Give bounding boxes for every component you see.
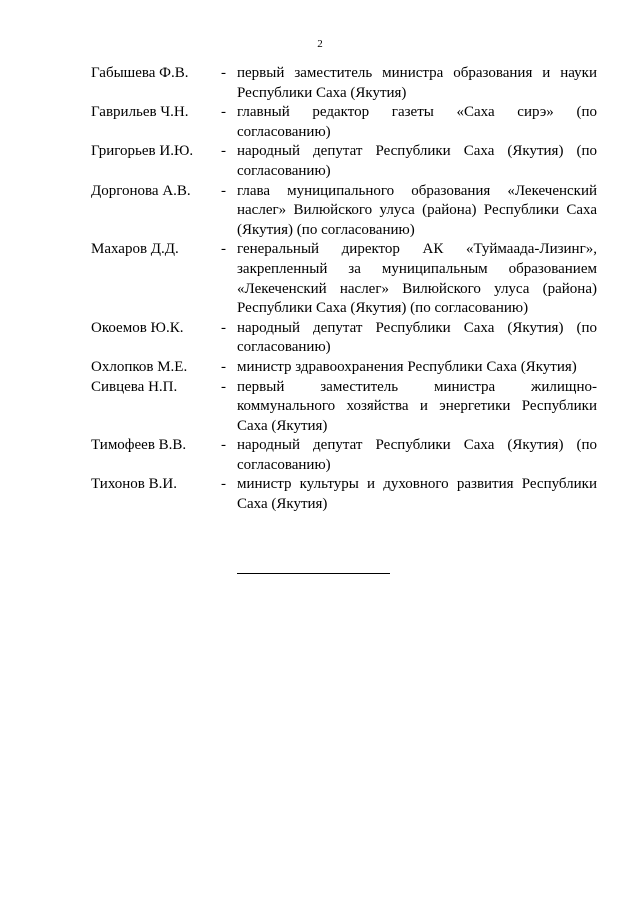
member-list	[91, 64, 597, 515]
dash-separator: -	[221, 143, 226, 160]
member-name: Охлопков М.Е.	[91, 358, 188, 375]
list-item	[91, 436, 597, 475]
member-role: первый заместитель министра образования и науки Республики Саха (Якутия)	[237, 65, 597, 101]
member-name: Сивцева Н.П.	[91, 378, 178, 395]
end-separator-line	[237, 573, 390, 574]
dash-separator: -	[221, 241, 226, 258]
member-role: генеральный директор АК «Туймаада-Лизинг», закрепленный за муниципальным образованием «Лекеченский наслег» Вилюйского улуса (района) Республики Саха (Якутия) (по согласованию)	[237, 241, 597, 317]
dash-separator: -	[221, 476, 226, 493]
member-name: Махаров Д.Д.	[91, 241, 179, 258]
dash-separator: -	[221, 378, 226, 395]
dash-separator: -	[221, 104, 226, 121]
list-item	[91, 103, 597, 142]
dash-separator: -	[221, 319, 226, 336]
member-name: Григорьев И.Ю.	[91, 143, 194, 160]
member-role: главный редактор газеты «Саха сирэ» (по согласованию)	[237, 104, 597, 140]
list-item	[91, 64, 597, 103]
member-name: Доргонова А.В.	[91, 182, 191, 199]
member-name: Тимофеев В.В.	[91, 437, 187, 454]
member-name: Гаврильев Ч.Н.	[91, 104, 189, 121]
list-item	[91, 475, 597, 514]
dash-separator: -	[221, 182, 226, 199]
dash-separator: -	[221, 358, 226, 375]
dash-separator: -	[221, 65, 226, 81]
member-role: министр здравоохранения Республики Саха (Якутия)	[237, 358, 577, 375]
list-item	[91, 358, 597, 378]
list-item	[91, 240, 597, 318]
dash-separator: -	[221, 437, 226, 454]
list-item	[91, 319, 597, 358]
member-role: народный депутат Республики Саха (Якутия) (по согласованию)	[237, 319, 597, 356]
member-role: народный депутат Республики Саха (Якутия) (по согласованию)	[237, 437, 597, 473]
member-role: глава муниципального образования «Лекеченский наслег» Вилюйского улуса (района) Республики Саха (Якутия) (по согласованию)	[237, 182, 597, 238]
member-name: Окоемов Ю.К.	[91, 319, 184, 336]
list-item	[91, 142, 597, 181]
member-role: министр культуры и духовного развития Республики Саха (Якутия)	[237, 476, 597, 513]
list-item	[91, 378, 597, 437]
member-name: Габышева Ф.В.	[91, 65, 189, 81]
list-item	[91, 182, 597, 241]
member-role: народный депутат Республики Саха (Якутия) (по согласованию)	[237, 143, 597, 179]
member-role: первый заместитель министра жилищно-коммунального хозяйства и энергетики Республики Саха (Якутия)	[237, 378, 597, 434]
member-name: Тихонов В.И.	[91, 476, 177, 493]
page-number: 2	[317, 38, 323, 50]
